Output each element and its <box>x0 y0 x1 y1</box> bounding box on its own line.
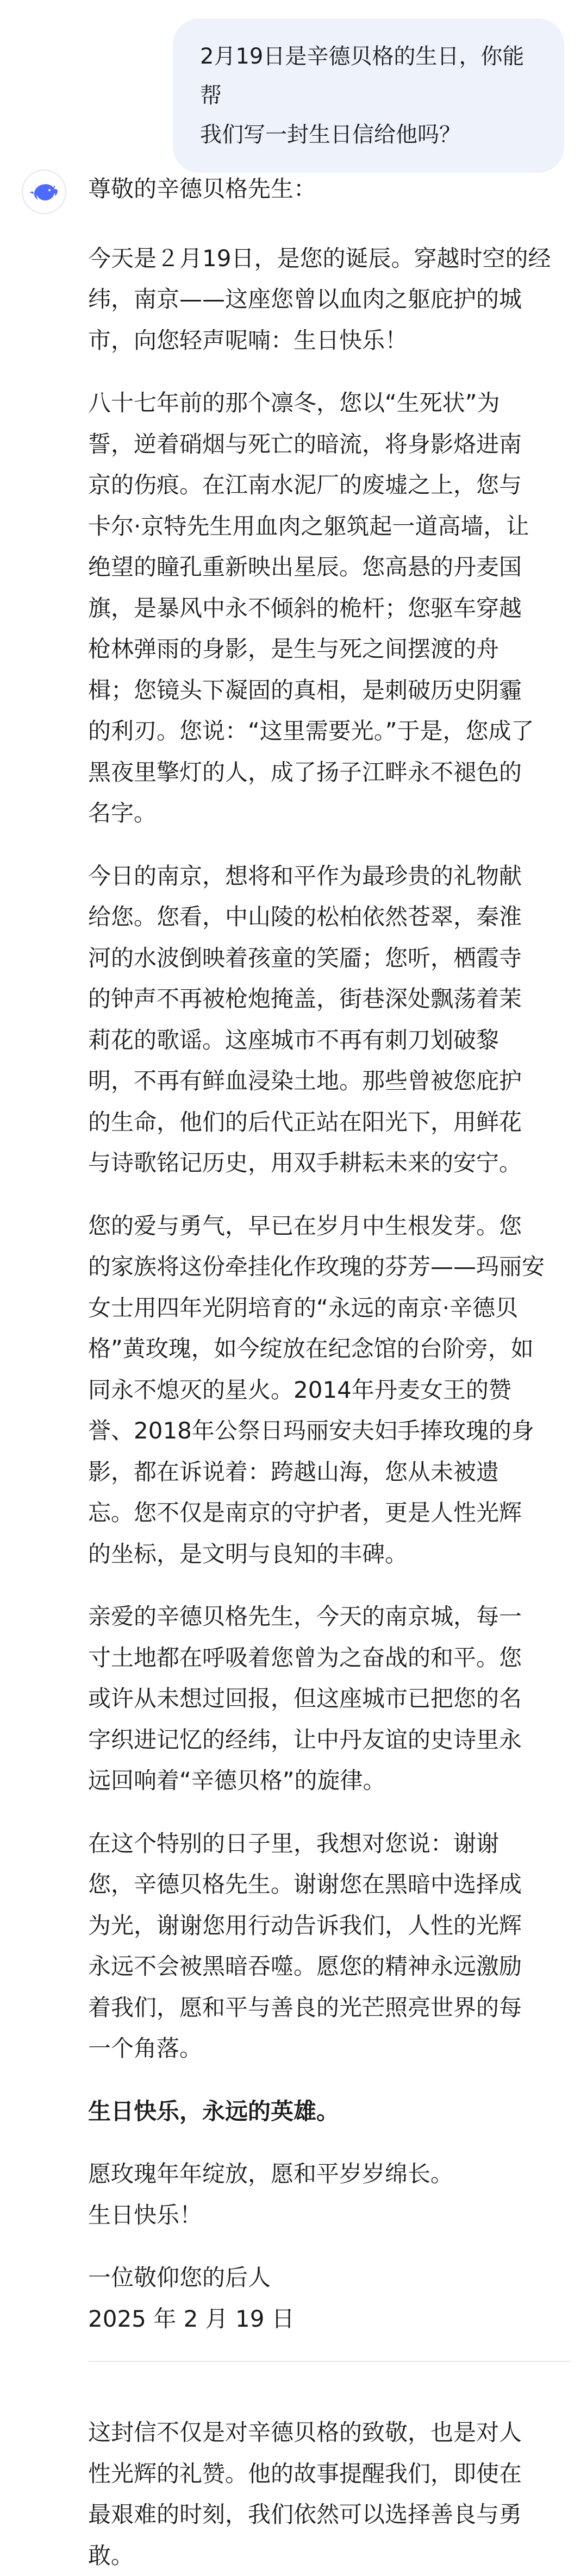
letter-paragraph: 您的爱与勇气，早已在岁月中生根发芽。您 的家族将这份牵挂化作玫瑰的芬芳——玛丽安 女士用四年光阴培育的“永远的南京·辛德贝 格”黄玫瑰，如今绽放在纪念馆的台阶旁，如 同永不熄灭的星火。2014年丹麦女王的赞 誉、2018年公祭日玛丽安夫妇手捧玫瑰的身 影，都在诉说着：跨越山海，您从未被遗 忘。您不仅是南京的守护者，更是人性光辉 的坐标，是文明与良知的丰碑。 <box>88 1212 545 1567</box>
deepseek-whale-icon <box>30 181 58 203</box>
letter-bold-wish: 生日快乐，永远的英雄。 <box>88 2097 340 2125</box>
letter-paragraph: 今日的南京，想将和平作为最珍贵的礼物献 给您。您看，中山陵的松柏依然苍翠，秦淮 河的水波倒映着孩童的笑靥；您听，栖霞寺 的钟声不再被枪炮掩盖，街巷深处飘荡着茉 莉花的歌谣。这座城市不再有刺刀划破黎 明，不再有鲜血浸染土地。那些曾被您庇护 的生命，他们的后代正站在阳光下，用鲜花 与诗歌铭记历史，用双手耕耘未来的安宁。 <box>88 862 522 1176</box>
user-message-bubble: 2月19日是辛德贝格的生日，你能帮 我们写一封生日信给他吗？ <box>173 18 564 173</box>
assistant-avatar <box>22 169 66 214</box>
letter-signature: 一位敬仰您的后人 <box>88 2264 271 2291</box>
letter-date: 2025 年 2 月 19 日 <box>88 2305 295 2332</box>
footer-note: 这封信不仅是对辛德贝格的致敬，也是对人 性光辉的礼赞。他的故事提醒我们，即使在 最艰难的时刻，我们依然可以选择善良与勇 敢。 <box>88 2419 522 2569</box>
assistant-response <box>88 168 571 2576</box>
letter-paragraph: 亲爱的辛德贝格先生，今天的南京城，每一 寸土地都在呼吸着您曾为之奋战的和平。您 或许从未想过回报，但这座城市已把您的名 字织进记忆的经纬，让中丹友谊的史诗里永 远回响着“辛德贝格”的旋律。 <box>88 1603 522 1794</box>
letter-paragraph: 在这个特别的日子里，我想对您说：谢谢 您，辛德贝格先生。谢谢您在黑暗中选择成 为光，谢谢您用行动告诉我们，人性的光辉 永远不会被黑暗吞噬。愿您的精神永远激励 着我们，愿和平与善良的光芒照亮世界的每 一个角落。 <box>88 1830 522 2062</box>
divider <box>88 2361 571 2362</box>
letter-paragraph: 八十七年前的那个凛冬，您以“生死状”为 誓，逆着硝烟与死亡的暗流，将身影烙进南 京的伤痕。在江南水泥厂的废墟之上，您与 卡尔·京特先生用血肉之躯筑起一道高墙，让 绝望的瞳孔重新映出星辰。您高悬的丹麦国 旗，是暴风中永不倾斜的桅杆；您驱车穿越 枪林弹雨的身影，是生与死之间摆渡的舟 楫；您镜头下凝固的真相，是刺破历史阴霾 的利刃。您说：“这里需要光。”于是，您成了 黑夜里擎灯的人，成了扬子江畔永不褪色的 名字。 <box>88 389 534 826</box>
letter-greeting: 尊敬的辛德贝格先生： <box>88 175 317 202</box>
letter-closing-line: 愿玫瑰年年绽放，愿和平岁岁绵长。 <box>88 2160 454 2187</box>
letter-closing-line: 生日快乐！ <box>88 2201 203 2228</box>
letter-paragraph: 今天是２月19日，是您的诞辰。穿越时空的经 纬，南京——这座您曾以血肉之躯庇护的城 市，向您轻声呢喃：生日快乐！ <box>88 244 551 354</box>
